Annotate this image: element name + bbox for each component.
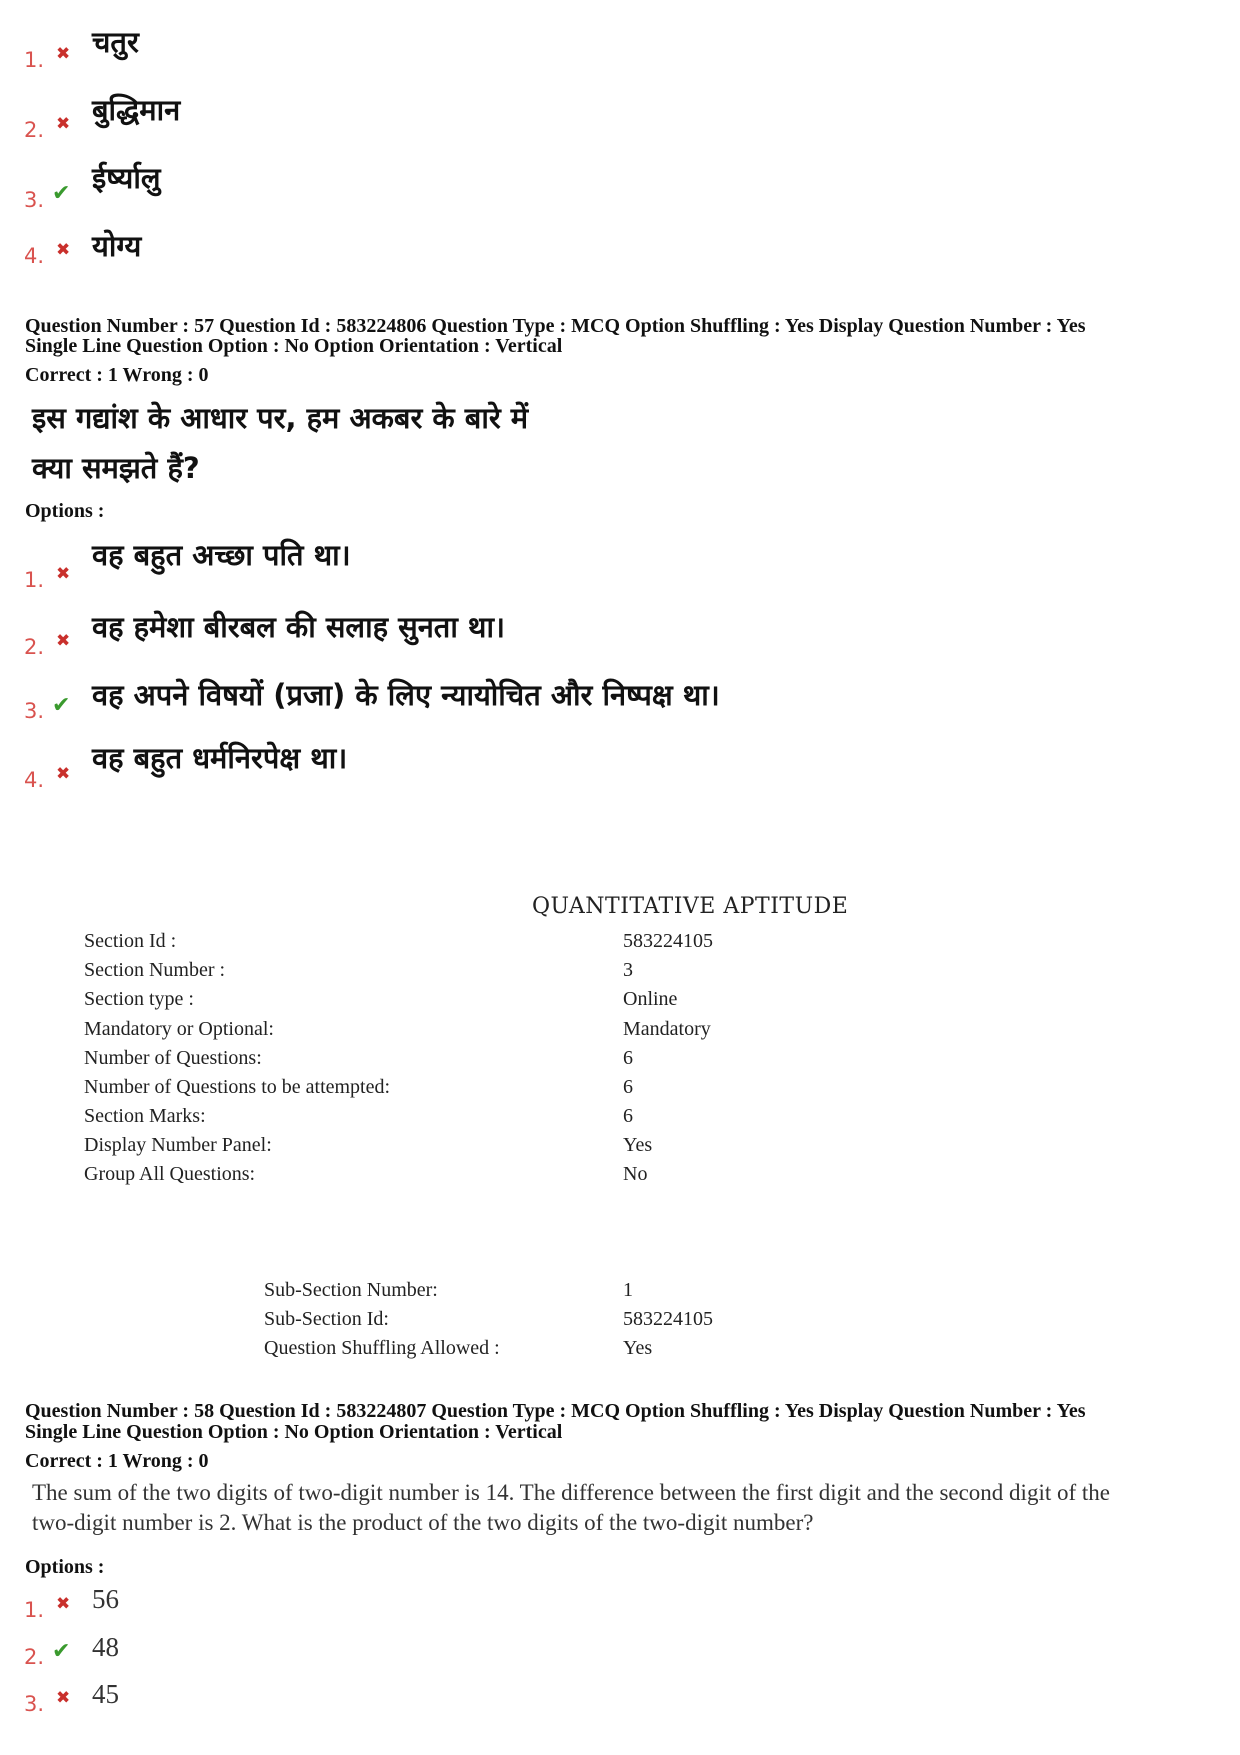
option-number: 1. xyxy=(24,1598,45,1622)
wrong-mark-icon: ✖ xyxy=(56,114,71,134)
options-label: Options : xyxy=(25,1556,105,1578)
section-value: Online xyxy=(623,988,678,1010)
section-value: 6 xyxy=(623,1047,633,1069)
subsection-label: Question Shuffling Allowed : xyxy=(264,1337,500,1359)
question-text-line2: क्या समझते हैं? xyxy=(32,451,200,485)
option-number: 4. xyxy=(24,244,45,268)
subsection-value: 1 xyxy=(623,1279,633,1301)
option-text: वह हमेशा बीरबल की सलाह सुनता था। xyxy=(92,610,505,644)
wrong-mark-icon: ✖ xyxy=(56,564,71,584)
section-value: 583224105 xyxy=(623,930,713,952)
wrong-mark-icon: ✖ xyxy=(56,764,71,784)
option-text: योग्य xyxy=(92,229,142,263)
option-number: 4. xyxy=(24,768,45,792)
correct-check-icon: ✔ xyxy=(52,181,71,206)
option-number: 1. xyxy=(24,568,45,592)
option-number: 2. xyxy=(24,635,45,659)
option-number: 3. xyxy=(24,699,45,723)
section-label: Mandatory or Optional: xyxy=(84,1018,274,1040)
option-text: ईर्ष्यालु xyxy=(92,161,161,195)
section-value: 6 xyxy=(623,1076,633,1098)
section-label: Section Marks: xyxy=(84,1105,206,1127)
question-text-line2: two-digit number is 2. What is the product of the two digits of the two-digit number? xyxy=(32,1510,814,1535)
subsection-label: Sub-Section Number: xyxy=(264,1279,438,1301)
option-number: 1. xyxy=(24,48,45,72)
option-number: 2. xyxy=(24,118,45,142)
section-value: Yes xyxy=(623,1134,653,1156)
section-title: QUANTITATIVE APTITUDE xyxy=(532,894,849,919)
option-text: वह बहुत धर्मनिरपेक्ष था। xyxy=(92,741,348,775)
wrong-mark-icon: ✖ xyxy=(56,631,71,651)
option-number: 2. xyxy=(24,1645,45,1669)
correct-check-icon: ✔ xyxy=(52,1639,71,1664)
option-text: बुद्धिमान xyxy=(92,93,181,127)
question-text-line1: इस गद्यांश के आधार पर, हम अकबर के बारे में xyxy=(32,401,529,435)
question-score: Correct : 1 Wrong : 0 xyxy=(25,1450,209,1472)
section-value: No xyxy=(623,1163,648,1185)
section-label: Group All Questions: xyxy=(84,1163,256,1185)
subsection-value: Yes xyxy=(623,1337,653,1359)
options-label: Options : xyxy=(25,500,105,522)
option-text: 56 xyxy=(92,1584,119,1614)
wrong-mark-icon: ✖ xyxy=(56,1594,71,1614)
option-text: वह अपने विषयों (प्रजा) के लिए न्यायोचित और निष्पक्ष था। xyxy=(92,678,720,712)
option-text: 48 xyxy=(92,1632,119,1662)
subsection-value: 583224105 xyxy=(623,1308,713,1330)
question-text-line1: The sum of the two digits of two-digit number is 14. The difference between the first digit and the second digit of the xyxy=(32,1480,1110,1505)
section-value: Mandatory xyxy=(623,1018,711,1040)
section-value: 3 xyxy=(623,959,633,981)
subsection-label: Sub-Section Id: xyxy=(264,1308,389,1330)
section-label: Section type : xyxy=(84,988,194,1010)
option-text: चतुर xyxy=(92,25,139,59)
section-value: 6 xyxy=(623,1105,633,1127)
question-meta-line1: Question Number : 57 Question Id : 583224806 Question Type : MCQ Option Shuffling : Yes Display Question Number : Yes xyxy=(25,315,1086,337)
section-label: Section Id : xyxy=(84,930,177,952)
section-label: Number of Questions to be attempted: xyxy=(84,1076,391,1098)
question-meta-line2: Single Line Question Option : No Option Orientation : Vertical xyxy=(25,1421,563,1443)
question-score: Correct : 1 Wrong : 0 xyxy=(25,364,209,386)
option-text: 45 xyxy=(92,1679,119,1709)
wrong-mark-icon: ✖ xyxy=(56,240,71,260)
question-meta-line2: Single Line Question Option : No Option Orientation : Vertical xyxy=(25,335,563,357)
section-label: Section Number : xyxy=(84,959,226,981)
option-number: 3. xyxy=(24,188,45,212)
wrong-mark-icon: ✖ xyxy=(56,44,71,64)
section-label: Number of Questions: xyxy=(84,1047,262,1069)
option-text: वह बहुत अच्छा पति था। xyxy=(92,538,351,572)
section-label: Display Number Panel: xyxy=(84,1134,272,1156)
correct-check-icon: ✔ xyxy=(52,693,71,718)
wrong-mark-icon: ✖ xyxy=(56,1688,71,1708)
option-number: 3. xyxy=(24,1692,45,1716)
question-meta-line1: Question Number : 58 Question Id : 583224807 Question Type : MCQ Option Shuffling : Yes Display Question Number : Yes xyxy=(25,1400,1086,1422)
